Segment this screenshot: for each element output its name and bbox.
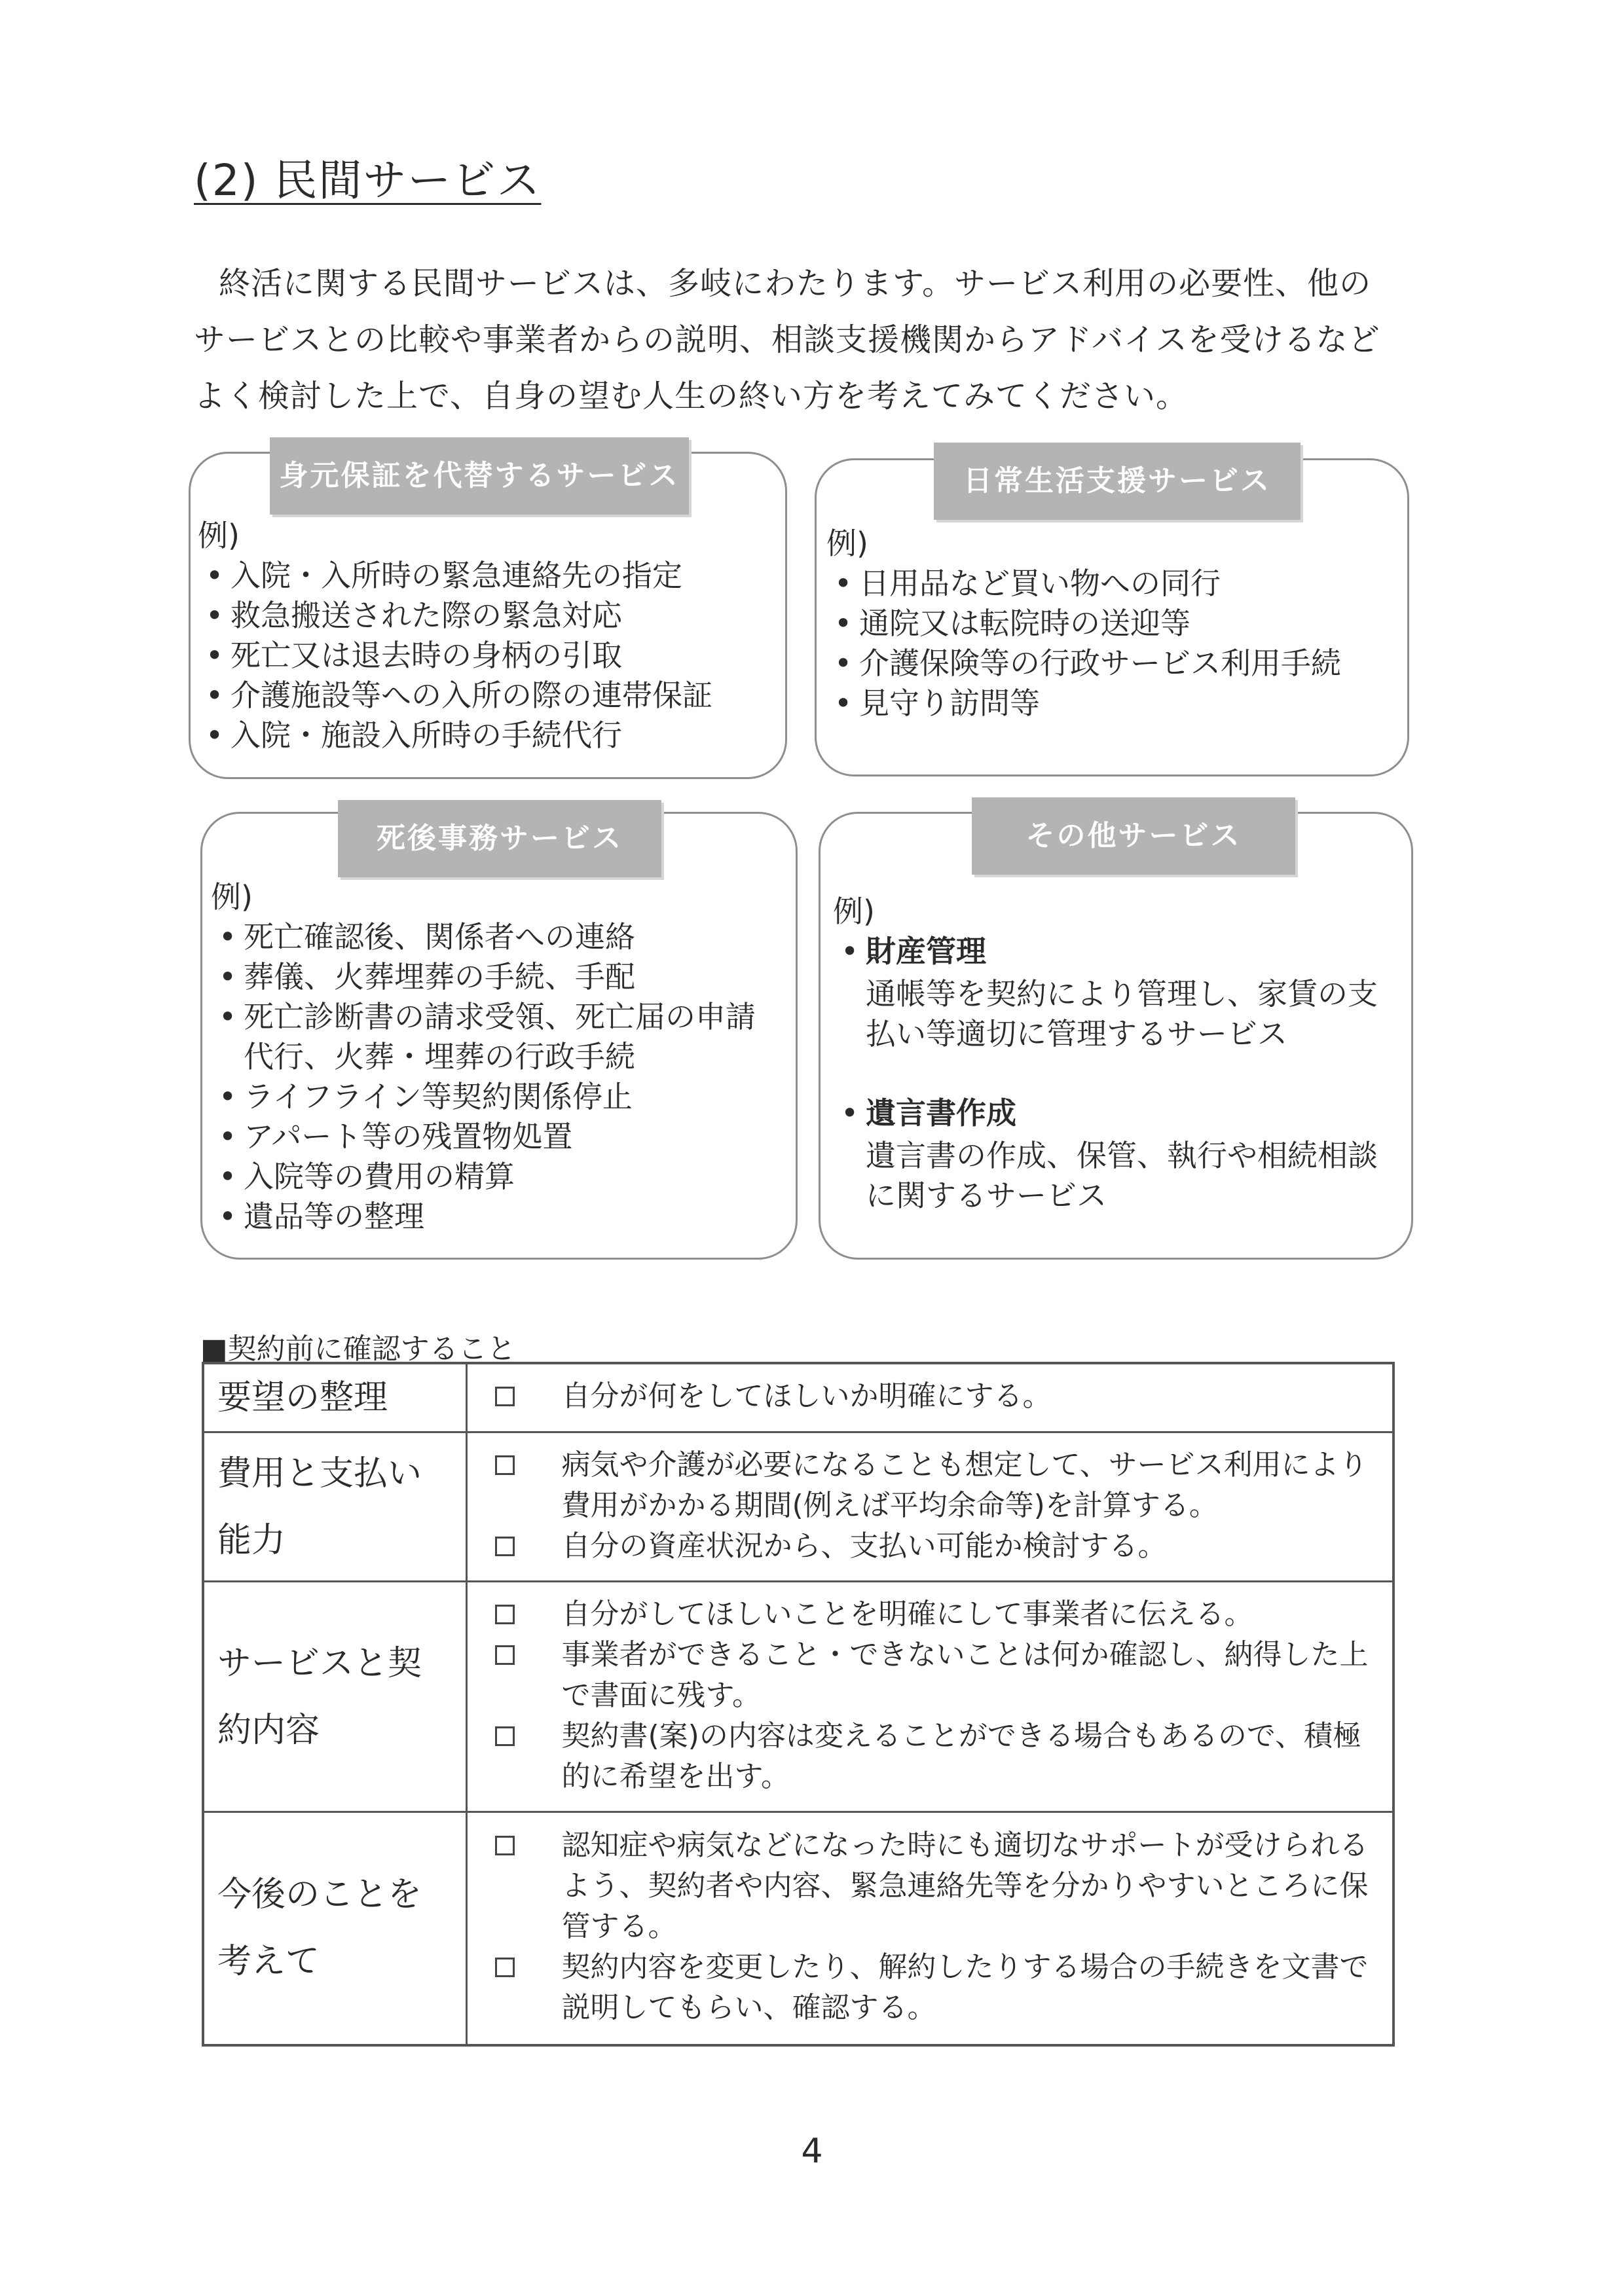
check-item-text: 認知症や病気などになった時にも適切なサポートが受けられるよう、契約者や内容、緊急連絡先等を分かりやすいところに保管する。	[561, 1829, 1369, 1944]
list-item: • 日用品など買い物への同行	[826, 564, 1403, 604]
check-item-text: 病気や介護が必要になることも想定して、サービス利用により費用がかかる期間(例えば平均余命等)を計算する。	[561, 1448, 1368, 1522]
checkbox-icon	[495, 1645, 515, 1665]
list-item: • 介護保険等の行政サービス利用手続	[826, 644, 1403, 683]
row-label: 今後のことを考えて	[203, 1812, 466, 2045]
check-item-text: 自分の資産状況から、支払い可能か検討する。	[561, 1529, 1167, 1563]
list-item	[833, 1093, 1396, 1216]
table-row	[203, 1432, 1393, 1582]
example-label: 例)	[211, 879, 253, 915]
check-item	[483, 1526, 1380, 1567]
check-item	[483, 1635, 1380, 1716]
table-row	[203, 1582, 1393, 1812]
list-item: • 死亡診断書の請求受領、死亡届の申請代行、火葬・埋葬の行政手続	[211, 997, 774, 1077]
check-item-text: 自分が何をしてほしいか明確にする。	[561, 1379, 1052, 1413]
checkbox-icon	[495, 1726, 515, 1746]
list-item: • ライフライン等契約関係停止	[211, 1077, 774, 1117]
card-title: 身元保証を代替するサービス	[270, 437, 689, 515]
card-title: 日常生活支援サービス	[934, 443, 1301, 520]
list-item: • 介護施設等への入所の際の連帯保証	[198, 676, 774, 716]
item-heading: 財産管理	[866, 934, 986, 969]
card-body	[833, 892, 1396, 1216]
row-label: 費用と支払い能力	[203, 1432, 466, 1582]
list-item: • 救急搬送された際の緊急対応	[198, 596, 774, 636]
table-row	[203, 1812, 1393, 2045]
checklist-table	[202, 1362, 1395, 2047]
checkbox-icon	[495, 1605, 515, 1624]
example-label: 例)	[826, 526, 868, 561]
check-item	[483, 1445, 1380, 1526]
check-item-text: 契約内容を変更したり、解約したりする場合の手続きを文書で説明してもらい、確認する。	[561, 1950, 1369, 2025]
row-items	[466, 1432, 1393, 1582]
checklist-heading: ■契約前に確認すること	[200, 1332, 516, 1366]
example-label: 例)	[833, 894, 875, 929]
list-item: • 死亡確認後、関係者への連絡	[211, 917, 774, 957]
row-items	[466, 1582, 1393, 1812]
card-title: 死後事務サービス	[338, 800, 661, 877]
list-item: • 葬儀、火葬埋葬の手続、手配	[211, 957, 774, 997]
intro-paragraph: 終活に関する民間サービスは、多岐にわたります。サービス利用の必要性、他のサービスとの比較や事業者からの説明、相談支援機関からアドバイスを受けるなどよく検討した上で、自身の望む人生の終い方を考えてみてください。	[194, 265, 1380, 414]
card-body	[198, 516, 774, 756]
list-item: • 入院・入所時の緊急連絡先の指定	[198, 556, 774, 596]
list-item: • 入院・施設入所時の手続代行	[198, 716, 774, 756]
row-items	[466, 1812, 1393, 2045]
row-label: サービスと契約内容	[203, 1582, 466, 1812]
check-item-text: 自分がしてほしいことを明確にして事業者に伝える。	[561, 1597, 1253, 1631]
check-item	[483, 1716, 1380, 1797]
list-item	[833, 932, 1396, 1054]
list-item: • 死亡又は退去時の身柄の引取	[198, 636, 774, 676]
example-label: 例)	[198, 518, 240, 553]
checkbox-icon	[495, 1455, 515, 1475]
check-item	[483, 1594, 1380, 1635]
checkbox-icon	[495, 1958, 515, 1977]
check-item	[483, 1825, 1380, 1947]
row-items	[466, 1363, 1393, 1432]
item-detail: 遺言書の作成、保管、執行や相続相談に関するサービス	[866, 1138, 1378, 1213]
check-item	[483, 1947, 1380, 2028]
section-title: (2) 民間サービス	[194, 155, 542, 206]
checkbox-icon	[495, 1836, 515, 1855]
check-item	[483, 1376, 1380, 1417]
checkbox-icon	[495, 1537, 515, 1556]
list-item: • 遺品等の整理	[211, 1197, 774, 1237]
list-item: • 通院又は転院時の送迎等	[826, 604, 1403, 644]
list-item: • アパート等の残置物処置	[211, 1117, 774, 1157]
row-label: 要望の整理	[203, 1363, 466, 1432]
table-row	[203, 1363, 1393, 1432]
checkbox-icon	[495, 1387, 515, 1406]
check-item-text: 事業者ができること・できないことは何か確認し、納得した上で書面に残す。	[561, 1637, 1369, 1712]
check-item-text: 契約書(案)の内容は変えることができる場合もあるので、積極的に希望を出す。	[561, 1719, 1361, 1793]
item-heading: 遺言書作成	[866, 1095, 1016, 1131]
item-detail: 通帳等を契約により管理し、家賃の支払い等適切に管理するサービス	[866, 976, 1378, 1051]
card-title: その他サービス	[972, 797, 1295, 875]
page-number: 4	[801, 2132, 823, 2171]
list-item: • 見守り訪問等	[826, 683, 1403, 723]
list-item: • 入院等の費用の精算	[211, 1157, 774, 1197]
card-body	[211, 877, 774, 1237]
card-body	[826, 524, 1403, 723]
